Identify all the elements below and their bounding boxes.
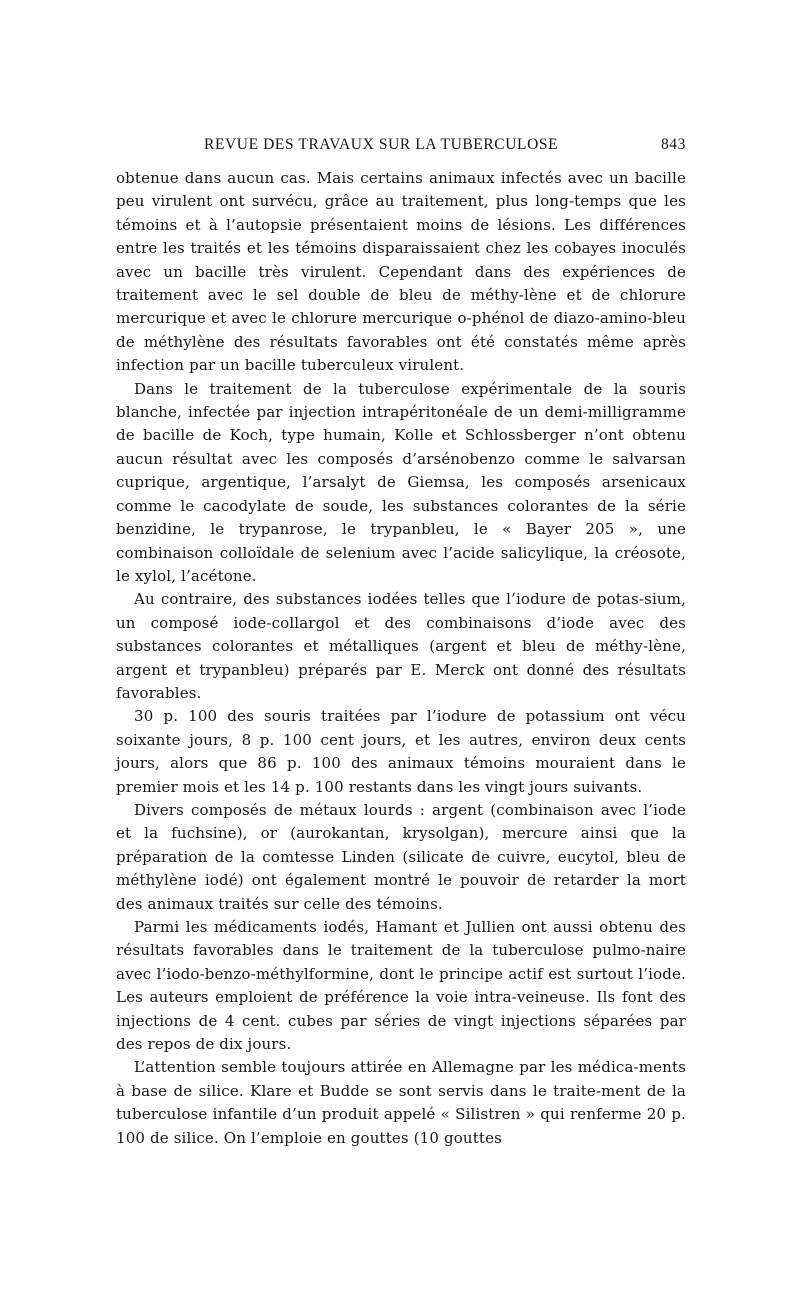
paragraph-survival-rates: 30 p. 100 des souris traitées par l’iodure de potassium ont vécu soixante jours, 8 p. 100 cent jours, et les autres, environ deux cents jours, alors que 86 p. 100 des animaux témoins mouraient dans le premier mois et les 14 p. 100 restants dans les vingt jours suivants.	[116, 707, 686, 796]
paragraph-continuation: obtenue dans aucun cas. Mais certains animaux infectés avec un bacille peu virulent ont survécu, grâce au traitement, plus long-temps que les témoins et à l’autopsie présentaient moins de lésions. Les différences entre les traités et les témoins disparaissaient chez les cobayes inoculés avec un bacille très virulent. Cependant dans des expériences de traitement avec le sel double de bleu de méthy-lène et de chlorure mercurique et avec le chlorure mercurique o-phénol de diazo-amino-bleu de méthylène des résultats favorables ont été constatés même après infection par un bacille tuberculeux virulent.	[116, 169, 686, 375]
running-title: REVUE DES TRAVAUX SUR LA TUBERCULOSE	[204, 136, 559, 153]
paragraph-iodine-medications: Parmi les médicaments iodés, Hamant et Jullien ont aussi obtenu des résultats favorables dans le traitement de la tuberculose pulmo-naire avec l’iodo-benzo-méthylformine, dont le principe actif est surtout l’iode. Les auteurs emploient de préférence la voie intra-veineuse. Ils font des injections de 4 cent. cubes par séries de vingt injections séparées par des repos de dix jours.	[116, 918, 686, 1054]
paragraph-iodine-substances: Au contraire, des substances iodées telles que l’iodure de potas-sium, un composé iode-collargol et des combinaisons d’iode avec des substances colorantes et métalliques (argent et bleu de méthy-lène, argent et trypanbleu) préparés par E. Merck ont donné des résultats favorables.	[116, 590, 686, 702]
body-text	[116, 167, 686, 1150]
running-head	[116, 136, 686, 158]
page-number: 843	[660, 136, 686, 153]
paragraph-silica-medications: L’attention semble toujours attirée en Allemagne par les médica-ments à base de silice. Klare et Budde se sont servis dans le traite-ment de la tuberculose infantile d’un produit appelé « Silistren » qui renferme 20 p. 100 de silice. On l’emploie en gouttes (10 gouttes	[116, 1058, 686, 1147]
paragraph-mouse-treatment: Dans le traitement de la tuberculose expérimentale de la souris blanche, infectée par injection intrapéritonéale de un demi-milligramme de bacille de Koch, type humain, Kolle et Schlossberger n’ont obtenu aucun résultat avec les composés d’arsénobenzo comme le salvarsan cuprique, argentique, l’arsalyt de Giemsa, les composés arsenicaux comme le cacodylate de soude, les substances colorantes de la série benzidine, le trypanrose, le trypanbleu, le « Bayer 205 », une combinaison colloïdale de selenium avec l’acide salicylique, la créosote, le xylol, l’acétone.	[116, 379, 686, 585]
paragraph-heavy-metals: Divers composés de métaux lourds : argent (combinaison avec l’iode et la fuchsine), or (aurokantan, krysolgan), mercure ainsi que la préparation de la comtesse Linden (silicate de cuivre, eucytol, bleu de méthylène iodé) ont également montré le pouvoir de retarder la mort des animaux traités sur celle des témoins.	[116, 800, 686, 913]
